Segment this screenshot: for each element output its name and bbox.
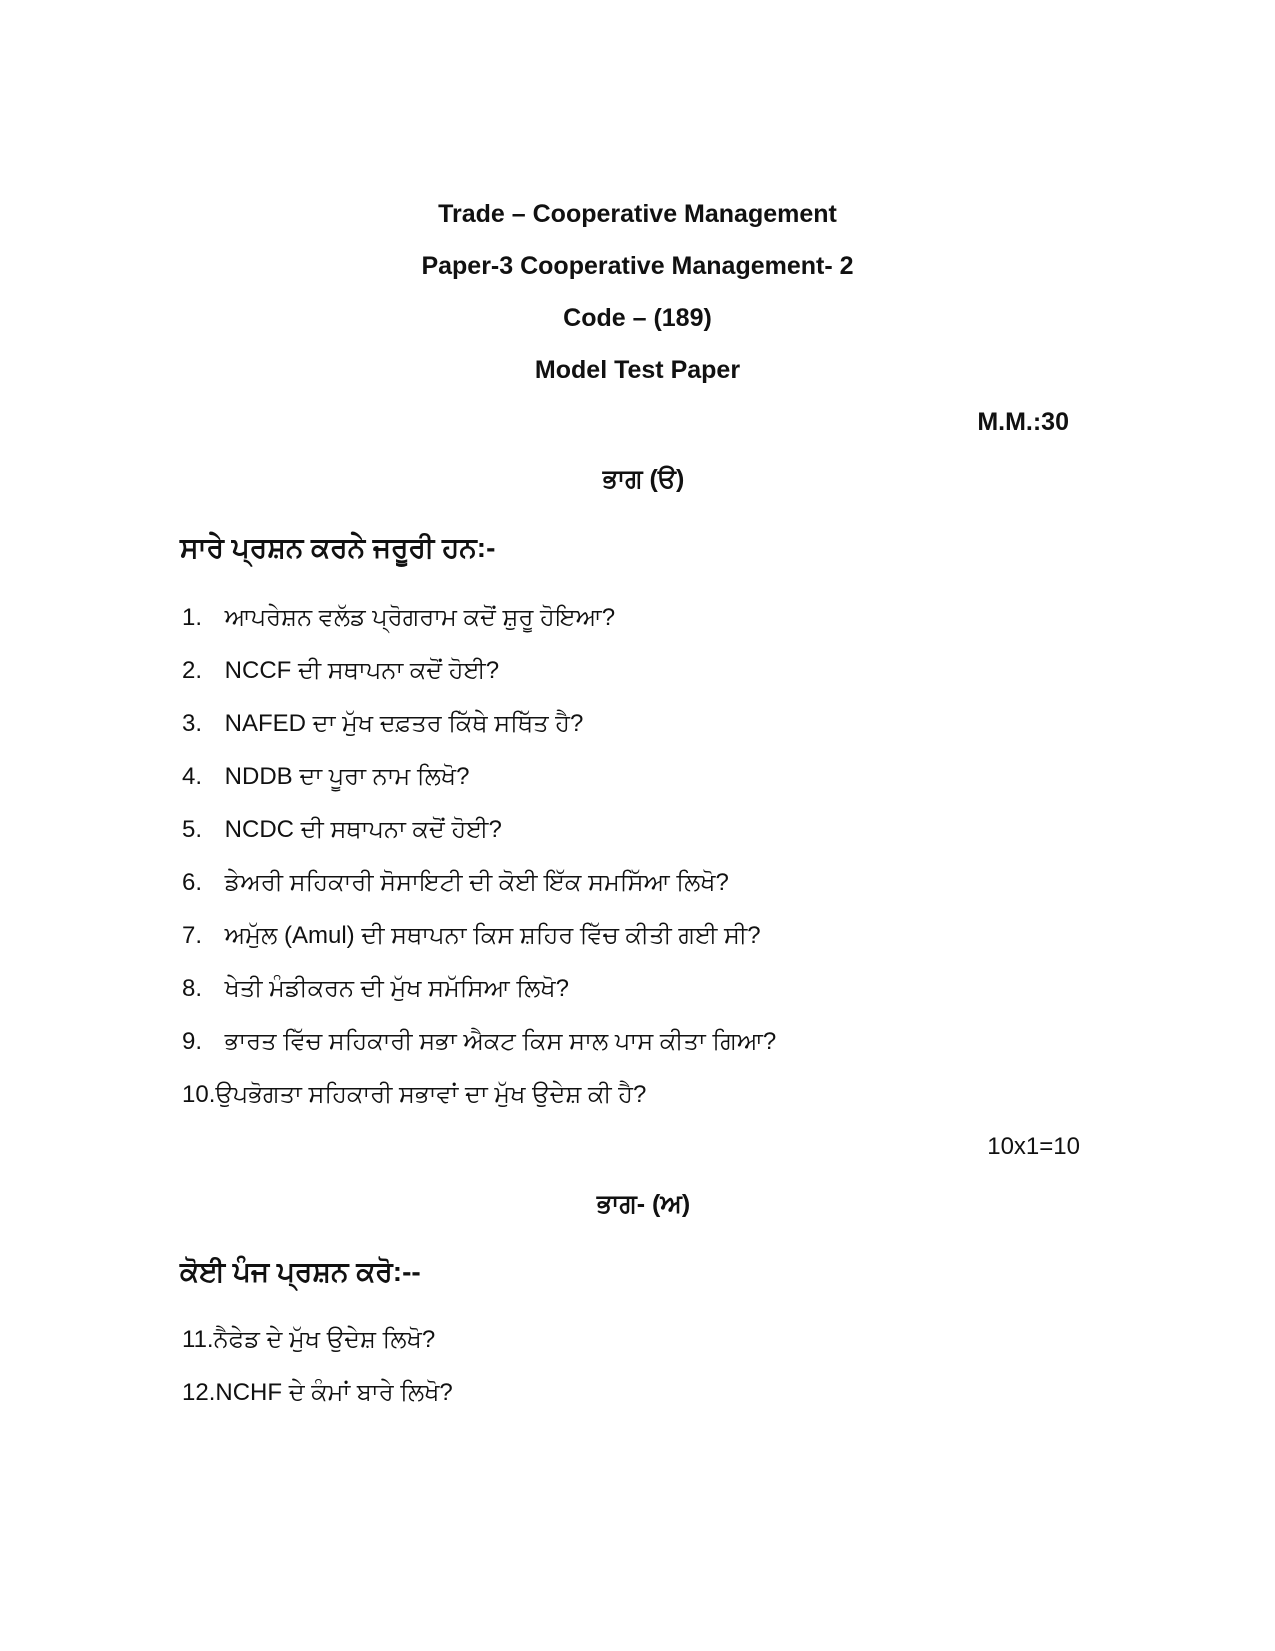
question-number: 9. <box>182 1028 203 1055</box>
question-10 <box>182 1078 646 1112</box>
part-a-instruction: ਸਾਰੇ ਪ੍ਰਸ਼ਨ ਕਰਨੇ ਜਰੂਰੀ ਹਨ:- <box>180 532 496 563</box>
question-9 <box>182 1025 776 1059</box>
question-11 <box>182 1323 435 1357</box>
question-text: ਉਪਭੋਗਤਾ ਸਹਿਕਾਰੀ ਸਭਾਵਾਂ ਦਾ ਮੁੱਖ ਉਦੇਸ਼ ਕੀ ਹੈ? <box>215 1081 647 1108</box>
question-7 <box>182 919 761 953</box>
question-6 <box>182 866 729 900</box>
question-1 <box>182 601 615 635</box>
question-5 <box>182 813 502 847</box>
paper-title: Paper-3 Cooperative Management- 2 <box>421 252 854 280</box>
part-b-instruction: ਕੋਈ ਪੰਜ ਪ੍ਰਸ਼ਨ ਕਰੋ:-- <box>180 1256 421 1287</box>
question-text: NCDC ਦੀ ਸਥਾਪਨਾ ਕਦੋਂ ਹੋਈ? <box>224 816 502 843</box>
question-number: 5. <box>182 816 203 843</box>
paper-type: Model Test Paper <box>534 356 741 384</box>
paper-code: Code – (189) <box>563 304 712 332</box>
question-text: ਆਪਰੇਸ਼ਨ ਵਲੱਡ ਪ੍ਰੋਗਰਾਮ ਕਦੋਂ ਸ਼ੁਰੂ ਹੋਇਆ? <box>224 604 616 631</box>
question-text: ਨੈਫੇਡ ਦੇ ਮੁੱਖ ਉਦੇਸ਼ ਲਿਖੋ? <box>213 1326 436 1353</box>
part-b-heading: ਭਾਗ- (ਅ) <box>596 1190 691 1218</box>
max-marks: M.M.:30 <box>977 408 1069 436</box>
question-number: 4. <box>182 763 203 790</box>
question-number: 8. <box>182 975 203 1002</box>
question-text: NDDB ਦਾ ਪੂਰਾ ਨਾਮ ਲਿਖੋ? <box>224 763 470 790</box>
question-number: 3. <box>182 710 203 737</box>
question-number: 6. <box>182 869 203 896</box>
question-text: ਖੇਤੀ ਮੰਡੀਕਰਨ ਦੀ ਮੁੱਖ ਸਮੱਸਿਆ ਲਿਖੋ? <box>224 975 569 1002</box>
question-8 <box>182 972 569 1006</box>
question-number: 7. <box>182 922 203 949</box>
part-a-marks: 10x1=10 <box>987 1133 1080 1160</box>
question-text: ਡੇਅਰੀ ਸਹਿਕਾਰੀ ਸੋਸਾਇਟੀ ਦੀ ਕੋਈ ਇੱਕ ਸਮਸਿੱਆ ਲਿਖੋ? <box>224 869 729 896</box>
question-3 <box>182 707 583 741</box>
question-text: NAFED ਦਾ ਮੁੱਖ ਦਫ਼ਤਰ ਕਿੱਥੇ ਸਥਿੱਤ ਹੈ? <box>224 710 584 737</box>
question-text: NCHF ਦੇ ਕੰਮਾਂ ਬਾਰੇ ਲਿਖੋ? <box>215 1379 453 1406</box>
question-text: ਅਮੁੱਲ (Amul) ਦੀ ਸਥਾਪਨਾ ਕਿਸ ਸ਼ਹਿਰ ਵਿੱਚ ਕੀਤੀ ਗਈ ਸੀ? <box>224 922 761 949</box>
question-number: 11. <box>182 1326 214 1353</box>
question-4 <box>182 760 470 794</box>
trade-title: Trade – Cooperative Management <box>438 200 837 228</box>
question-text: NCCF ਦੀ ਸਥਾਪਨਾ ਕਦੋਂ ਹੋਈ? <box>224 657 500 684</box>
question-number: 1. <box>182 604 203 631</box>
question-number: 12. <box>182 1379 216 1406</box>
question-2 <box>182 654 499 688</box>
question-12 <box>182 1376 453 1410</box>
question-number: 10. <box>182 1081 216 1108</box>
question-number: 2. <box>182 657 203 684</box>
part-a-heading: ਭਾਗ (ੳ) <box>602 465 685 493</box>
question-text: ਭਾਰਤ ਵਿੱਚ ਸਹਿਕਾਰੀ ਸਭਾ ਐਕਟ ਕਿਸ ਸਾਲ ਪਾਸ ਕੀਤਾ ਗਿਆ? <box>224 1028 777 1055</box>
